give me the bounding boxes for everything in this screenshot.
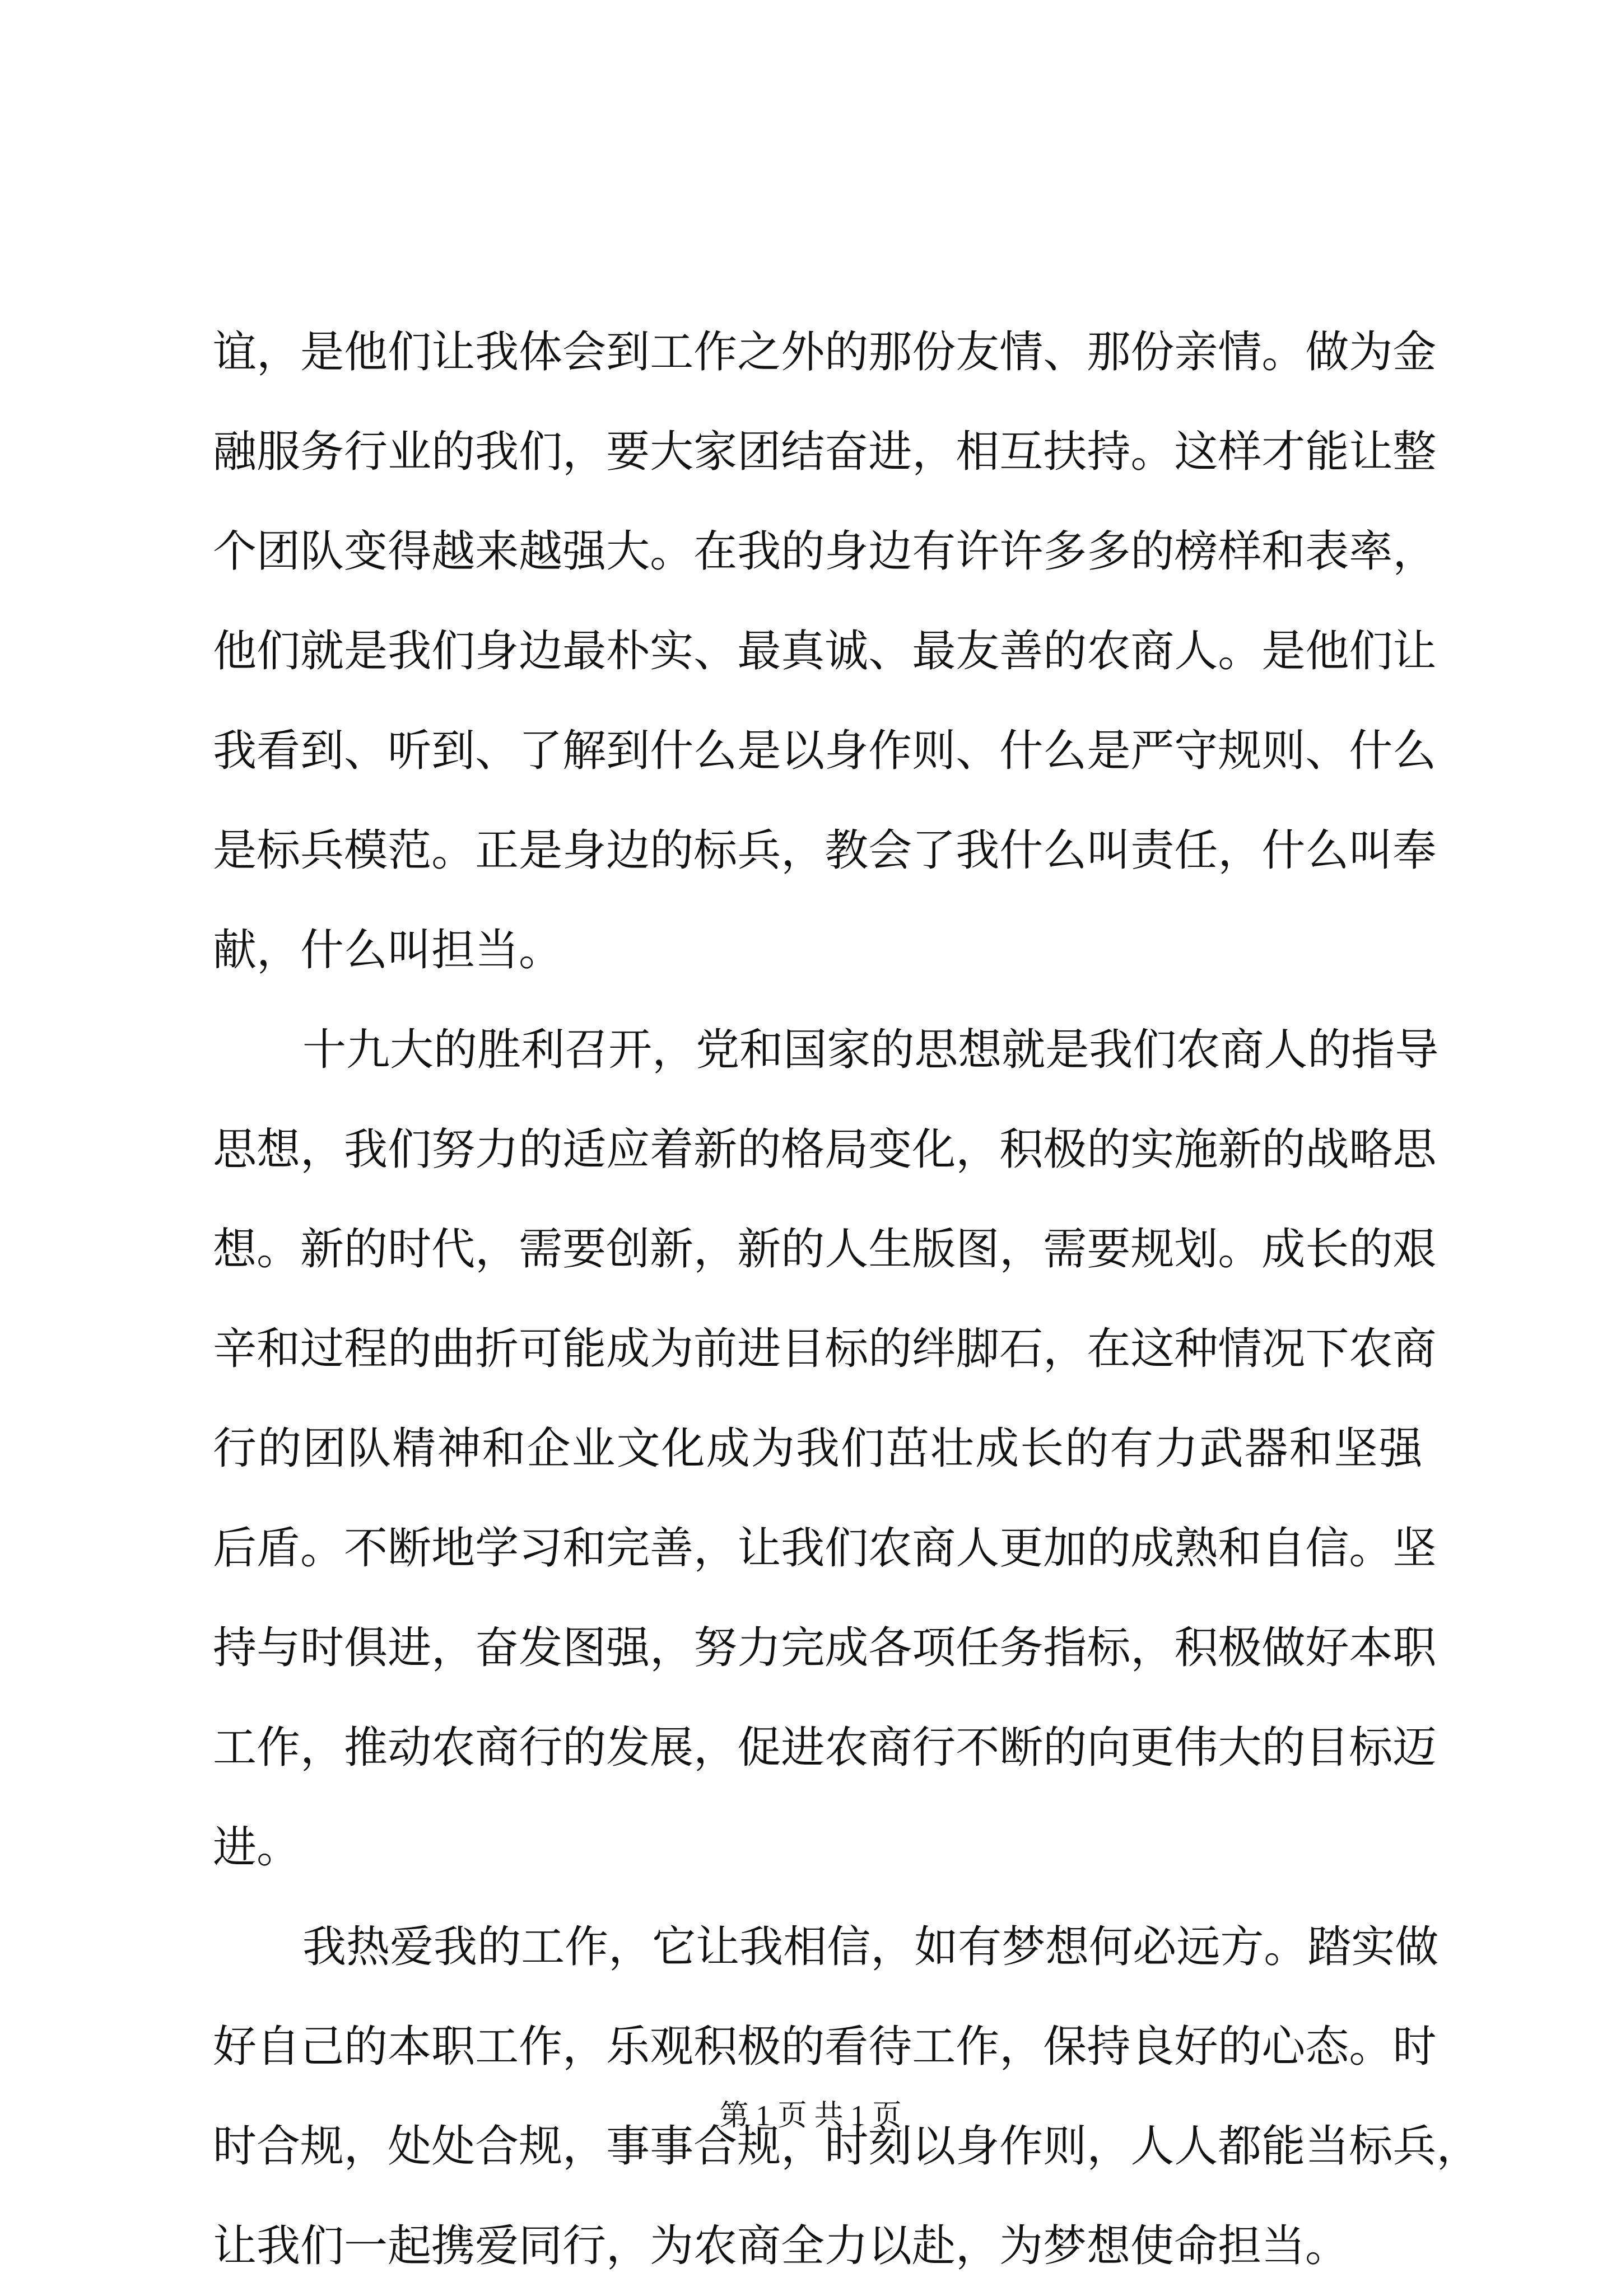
text-line: 献，什么叫担当。 bbox=[213, 925, 563, 976]
document-body bbox=[213, 302, 1480, 2296]
text-line: 他 们 就 是 我 们 身 边 最 朴 实 、 最 真 诚 、 最 友 善 的 农 商 人 。 是 他 们 让 bbox=[213, 626, 1437, 676]
text-line: 行 的 团 队 精 神 和 企 业 文 化 成 为 我 们 茁 壮 成 长 的 有 力 武 器 和 坚 强 bbox=[213, 1424, 1423, 1474]
page-number-footer: 第 1 页 共 1 页 bbox=[719, 2100, 902, 2132]
text-line: 让我们一起携爱同行，为农商全力以赴，为梦想使命担当。 bbox=[213, 2221, 1349, 2271]
paragraph-1 bbox=[213, 302, 1437, 1000]
text-line: 我 看 到 、 听 到 、 了 解 到 什 么 是 以 身 作 则 、 什 么 是 严 守 规 则 、 什 么 bbox=[213, 726, 1437, 776]
text-line: 持 与 时 俱 进 ， 奋 发 图 强 ， 努 力 完 成 各 项 任 务 指 标 ， 积 极 做 好 本 职 bbox=[213, 1623, 1437, 1673]
text-line: 好 自 己 的 本 职 工 作 ， 乐 观 积 极 的 看 待 工 作 ， 保 持 良 好 的 心 态 。 时 bbox=[213, 2022, 1437, 2072]
text-line: 时 合 规 ， 处 处 合 规 ， 事 事 合 规 ， 时 刻 以 身 作 则 ， 人 人 都 能 当 标 兵 ， bbox=[213, 2121, 1480, 2172]
text-line: 后 盾 。 不 断 地 学 习 和 完 善 ， 让 我 们 农 商 人 更 加 的 成 熟 和 自 信 。 坚 bbox=[213, 1523, 1437, 1574]
text-line: 思 想 ， 我 们 努 力 的 适 应 着 新 的 格 局 变 化 ， 积 极 的 实 施 新 的 战 略 思 bbox=[213, 1124, 1437, 1175]
text-line: 个 团 队 变 得 越 来 越 强 大 。 在 我 的 身 边 有 许 许 多 多 的 榜 样 和 表 率 ， bbox=[213, 526, 1437, 577]
text-line: 是 标 兵 模 范 。 正 是 身 边 的 标 兵 ， 教 会 了 我 什 么 叫 责 任 ， 什 么 叫 奉 bbox=[213, 825, 1437, 876]
text-line: 进。 bbox=[213, 1822, 301, 1873]
text-line: 辛 和 过 程 的 曲 折 可 能 成 为 前 进 目 标 的 绊 脚 石 ， 在 这 种 情 况 下 农 商 bbox=[213, 1324, 1437, 1374]
text-line: 工 作 ， 推 动 农 商 行 的 发 展 ， 促 进 农 商 行 不 断 的 向 更 伟 大 的 目 标 迈 bbox=[213, 1723, 1437, 1773]
text-line: 我 热 爱 我 的 工 作 ， 它 让 我 相 信 ， 如 有 梦 想 何 必 远 方 。 踏 实 做 bbox=[302, 1922, 1439, 1972]
text-line: 十 九 大 的 胜 利 召 开 ， 党 和 国 家 的 思 想 就 是 我 们 农 商 人 的 指 导 bbox=[302, 1025, 1439, 1075]
text-line: 融 服 务 行 业 的 我 们 ， 要 大 家 团 结 奋 进 ， 相 互 扶 持 。 这 样 才 能 让 整 bbox=[213, 427, 1437, 477]
text-line: 谊 ， 是 他 们 让 我 体 会 到 工 作 之 外 的 那 份 友 情 、 那 份 亲 情 。 做 为 金 bbox=[213, 327, 1437, 377]
text-line: 想 。 新 的 时 代 ， 需 要 创 新 ， 新 的 人 生 版 图 ， 需 要 规 划 。 成 长 的 艰 bbox=[213, 1224, 1437, 1275]
paragraph-2 bbox=[213, 1000, 1439, 1897]
